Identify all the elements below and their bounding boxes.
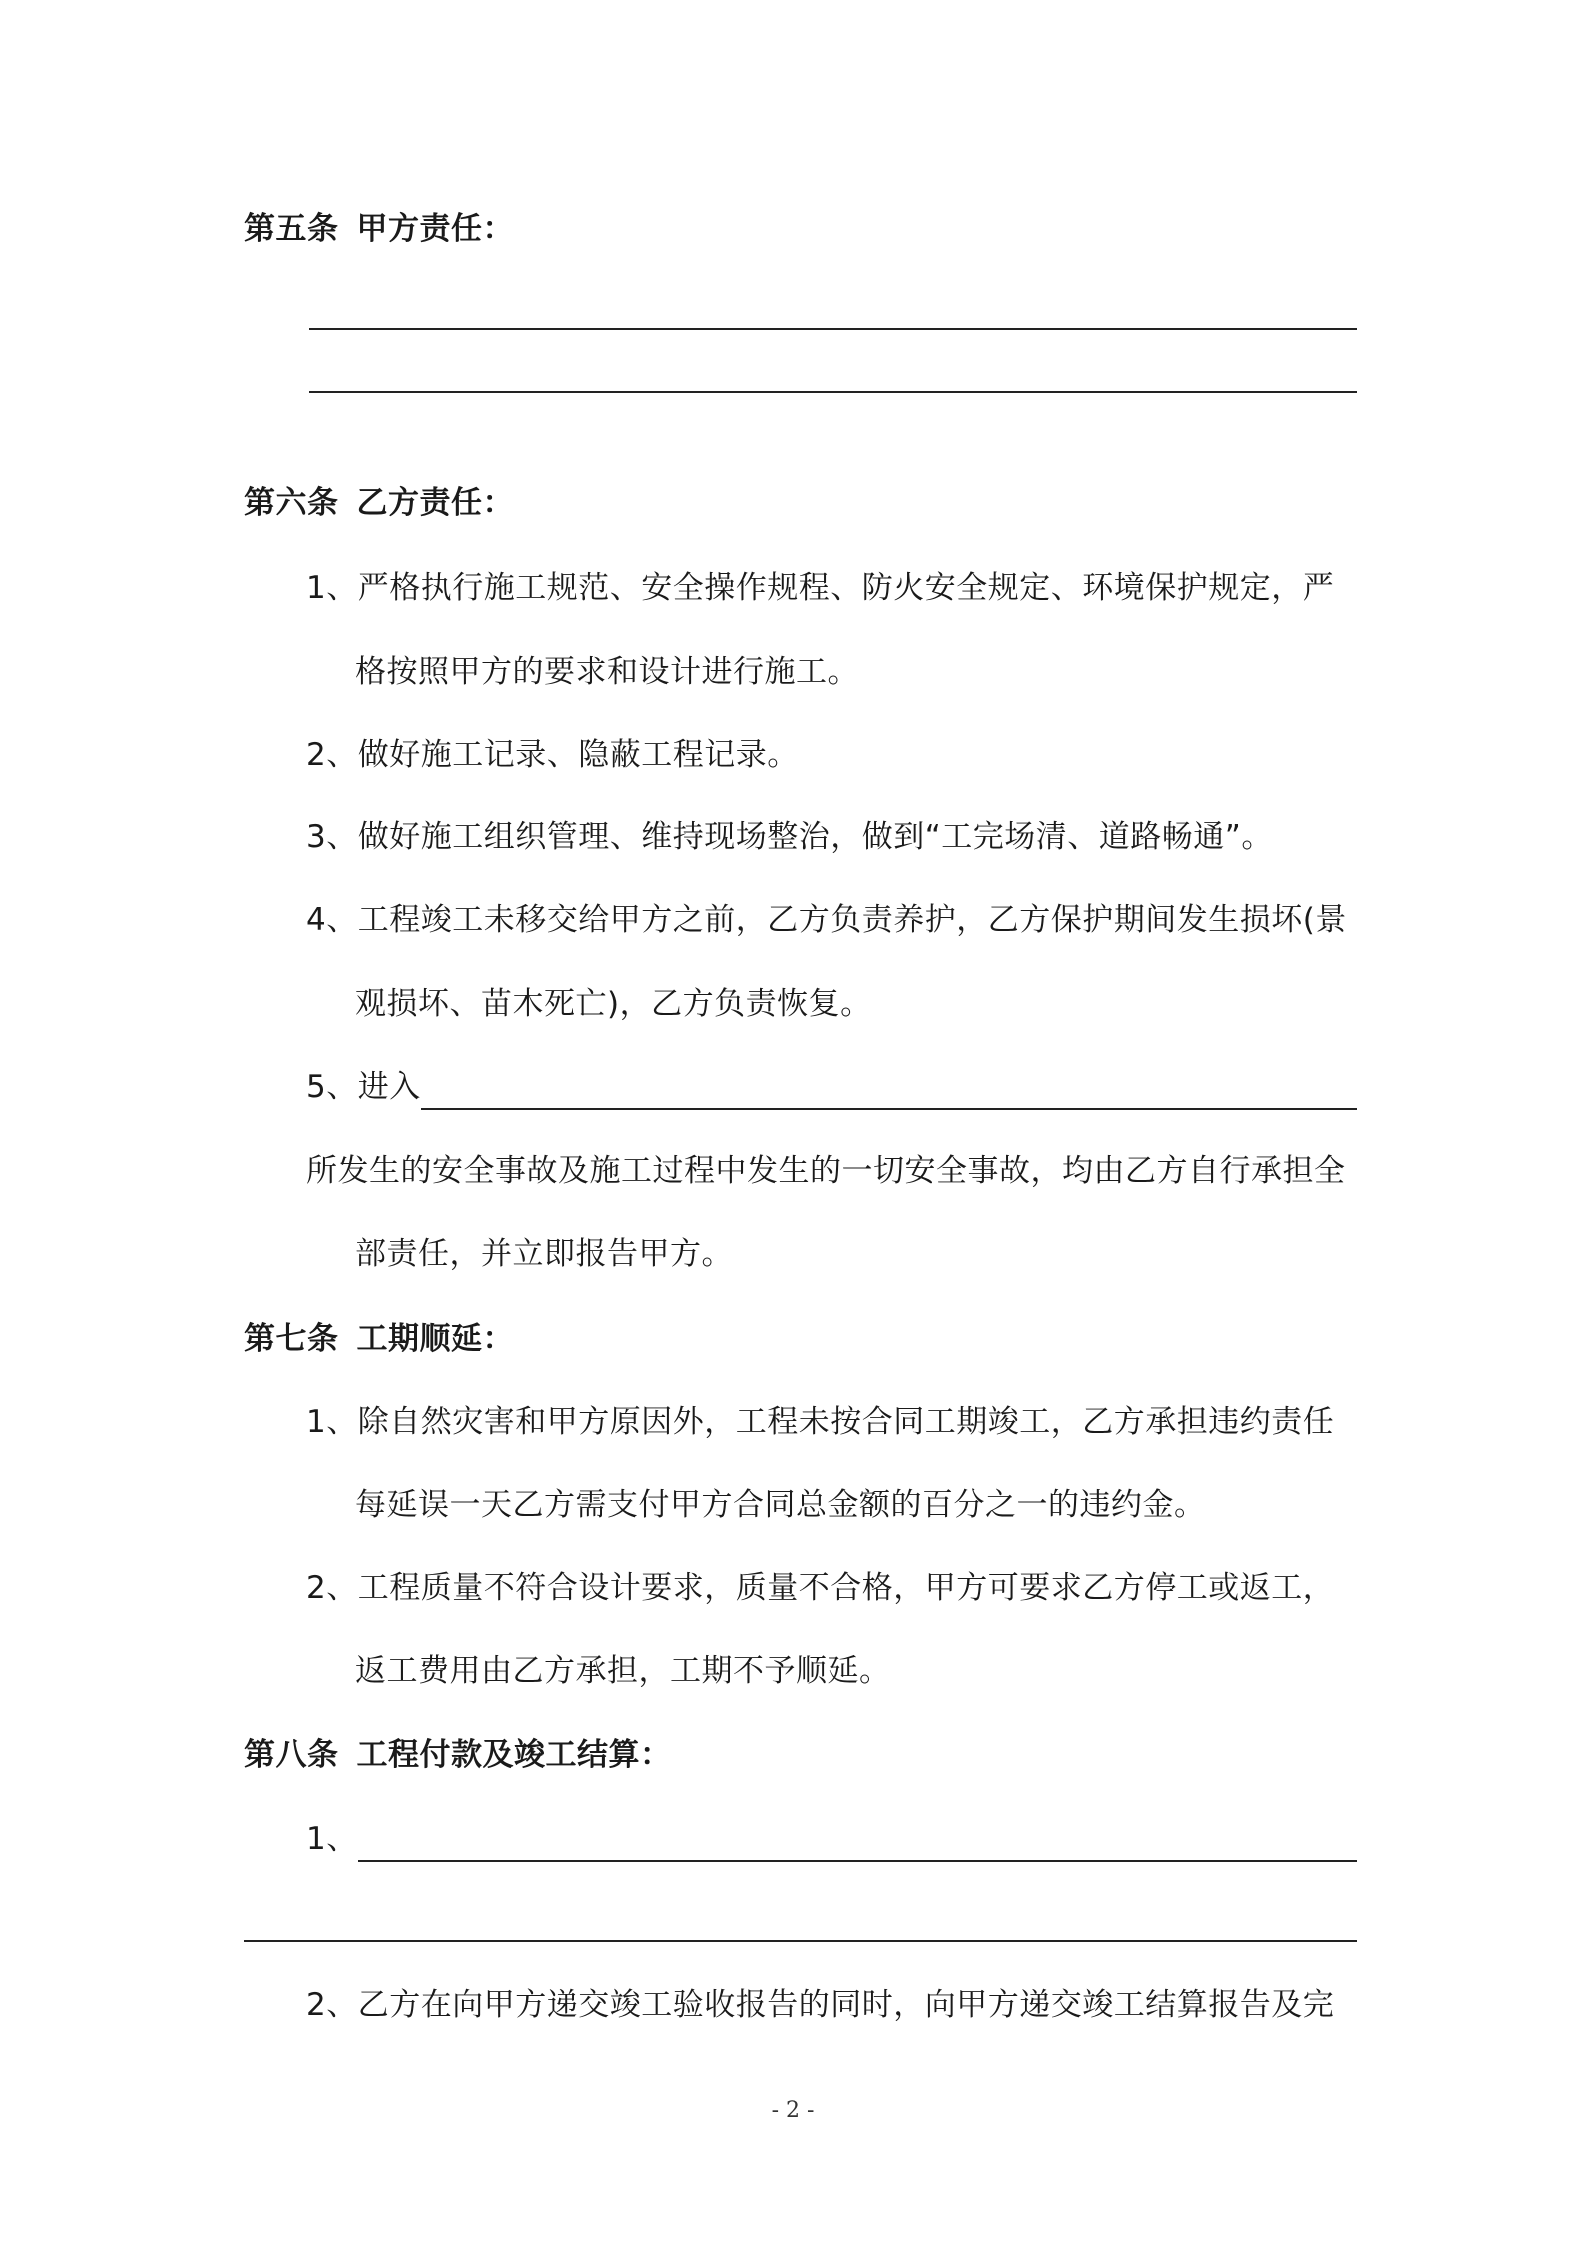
- article5-number: 第五条: [244, 211, 339, 247]
- blank-fill-line: [244, 1940, 1357, 1942]
- article6-number: 第六条: [244, 485, 339, 521]
- article6-item5-line3: 部责任，并立即报告甲方。: [355, 1236, 733, 1272]
- article6-heading: [244, 481, 514, 525]
- article7-heading: [244, 1317, 514, 1361]
- article8-item2-line1: 2、乙方在向甲方递交竣工验收报告的同时，向甲方递交竣工结算报告及完: [306, 1987, 1335, 2023]
- article7-item1-line2: 每延误一天乙方需支付甲方合同总金额的百分之一的违约金。: [355, 1487, 1206, 1523]
- blank-fill-line: [421, 1108, 1357, 1110]
- blank-fill-line: [309, 391, 1357, 393]
- article6-item5-prefix: 5、进入: [306, 1069, 421, 1105]
- page-number: - 2 -: [771, 2098, 815, 2123]
- article7-number: 第七条: [244, 1321, 339, 1357]
- article6-item3: 3、做好施工组织管理、维持现场整治，做到“工完场清、道路畅通”。: [306, 819, 1273, 855]
- article7-item1-line1: 1、除自然灾害和甲方原因外，工程未按合同工期竣工，乙方承担违约责任: [306, 1404, 1335, 1440]
- article7-title: 工期顺延：: [356, 1321, 514, 1357]
- article8-item1-prefix: 1、: [306, 1821, 358, 1857]
- article5-heading: [244, 207, 514, 251]
- article8-heading: [244, 1733, 672, 1777]
- article6-item1-line1: 1、严格执行施工规范、安全操作规程、防火安全规定、环境保护规定，严: [306, 570, 1335, 606]
- article6-item1-line2: 格按照甲方的要求和设计进行施工。: [355, 654, 859, 690]
- article6-title: 乙方责任：: [356, 485, 514, 521]
- blank-fill-line: [309, 328, 1357, 330]
- article6-item5-line2: 所发生的安全事故及施工过程中发生的一切安全事故，均由乙方自行承担全: [306, 1153, 1346, 1189]
- article6-item4-line2: 观损坏、苗木死亡)，乙方负责恢复。: [355, 986, 872, 1022]
- blank-fill-line: [358, 1860, 1357, 1862]
- article6-item4-line1: 4、工程竣工未移交给甲方之前，乙方负责养护，乙方保护期间发生损坏(景: [306, 902, 1347, 938]
- article8-title: 工程付款及竣工结算：: [356, 1737, 672, 1773]
- article7-item2-line1: 2、工程质量不符合设计要求，质量不合格，甲方可要求乙方停工或返工，: [306, 1570, 1335, 1606]
- article5-title: 甲方责任：: [356, 211, 514, 247]
- article6-item2: 2、做好施工记录、隐蔽工程记录。: [306, 737, 799, 773]
- article7-item2-line2: 返工费用由乙方承担，工期不予顺延。: [355, 1653, 891, 1689]
- article8-number: 第八条: [244, 1737, 339, 1773]
